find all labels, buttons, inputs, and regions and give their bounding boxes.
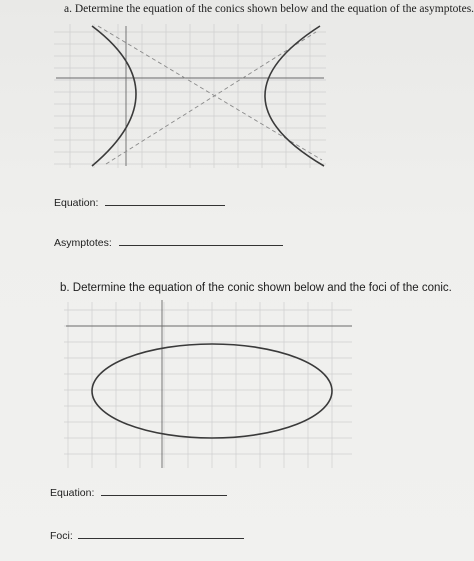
foci-label: Foci: <box>50 530 73 542</box>
foci-blank[interactable] <box>78 528 244 539</box>
asymptote-lines <box>98 26 322 164</box>
equation-blank-a[interactable] <box>105 195 225 206</box>
hyperbola-left-branch <box>92 26 136 166</box>
asymptote-line-2 <box>106 32 316 164</box>
hyperbola-graph <box>54 22 330 170</box>
graph-grid <box>54 24 326 168</box>
graph-grid-b <box>64 302 352 468</box>
ellipse-graph <box>64 298 356 470</box>
equation-label-a: Equation: <box>54 197 99 209</box>
equation-field-a[interactable] <box>54 195 225 209</box>
question-b: b. Determine the equation of the conic shown below and the foci of the conic. <box>60 282 452 294</box>
asymptotes-field[interactable] <box>54 235 283 249</box>
equation-label-b: Equation: <box>50 487 95 499</box>
hyperbola-branches <box>92 26 324 166</box>
hyperbola-right-branch <box>265 26 324 166</box>
asymptotes-blank[interactable] <box>119 235 283 246</box>
asymptotes-label: Asymptotes: <box>54 237 112 249</box>
foci-field[interactable] <box>50 528 244 542</box>
question-a: a. Determine the equation of the conics shown below and the equation of the asymptotes. <box>64 3 474 15</box>
equation-field-b[interactable] <box>50 485 227 499</box>
equation-blank-b[interactable] <box>101 485 227 496</box>
graph-axes-b <box>66 300 352 468</box>
